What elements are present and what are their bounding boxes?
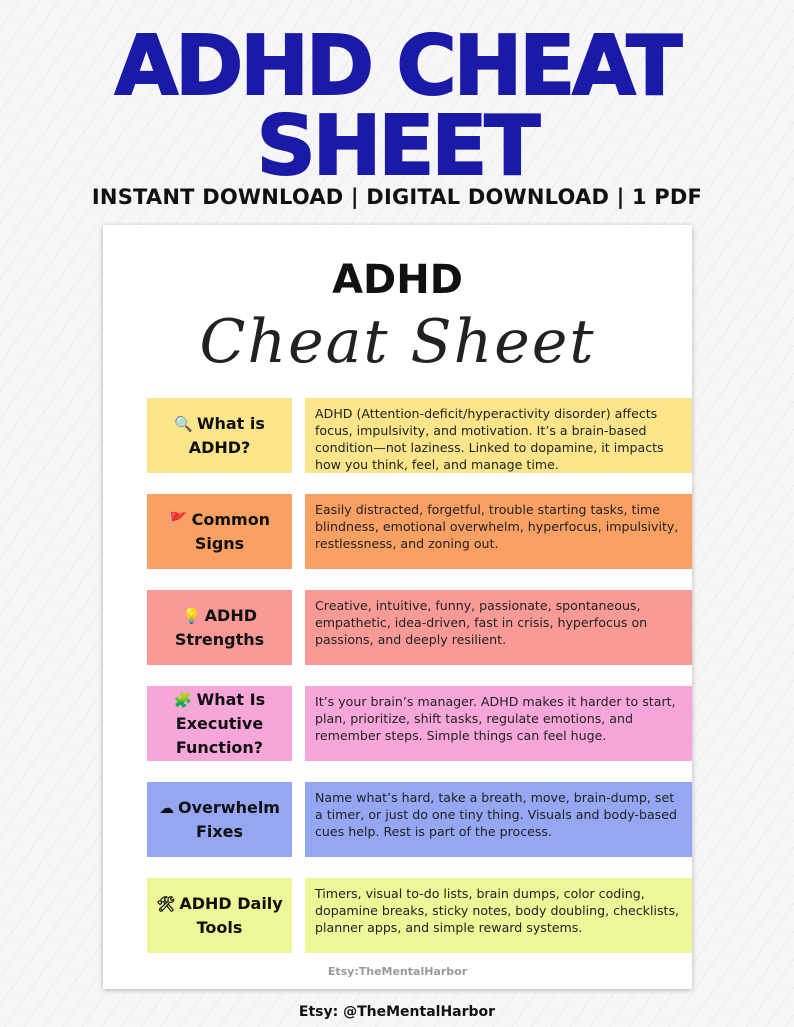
puzzle-piece-icon: 🧩 (173, 690, 193, 709)
magnifying-glass-icon: 🔍 (174, 414, 193, 433)
document-script-title: Cheat Sheet (199, 307, 596, 377)
tools-icon: 🛠 (156, 894, 176, 913)
document-title: ADHD (332, 257, 463, 303)
row-description: Name what’s hard, take a breath, move, brain-dump, set a timer, or just do one tiny thing. Visuals and body-based cues help. Rest is part of the process. (305, 782, 692, 857)
row-description: Timers, visual to-do lists, brain dumps, color coding, dopamine breaks, sticky notes, body doubling, checklists, planner apps, and simple reward systems. (305, 878, 692, 953)
row-label-content (153, 688, 286, 760)
row-label-text: ADHD Strengths (174, 605, 265, 649)
row-description: It’s your brain’s manager. ADHD makes it harder to start, plan, prioritize, shift tasks, regulate emotions, and remember steps. Simple things can feel huge. (305, 686, 692, 761)
row-description: Creative, intuitive, funny, passionate, spontaneous, empathetic, idea-driven, fast in crisis, hyperfocus on passions, and deeply resilient. (305, 590, 692, 665)
row-label-box (147, 494, 292, 569)
page-subtitle: INSTANT DOWNLOAD | DIGITAL DOWNLOAD | 1 PDF (91, 185, 703, 209)
row-label-content (153, 892, 286, 940)
page-title-line2: SHEET (256, 99, 538, 194)
row-label-content (153, 412, 286, 460)
row-label-box (147, 590, 292, 665)
page-title-line1: ADHD CHEAT (114, 19, 680, 114)
cheat-sheet-row (147, 398, 692, 473)
cheat-sheet-row (147, 686, 692, 761)
cheat-sheet-row (147, 782, 692, 857)
row-label-content (153, 796, 286, 844)
cheat-sheet-document (103, 225, 692, 989)
row-label-text: Overwhelm Fixes (178, 797, 280, 841)
row-label-text: What is ADHD? (188, 413, 265, 457)
etsy-credit: Etsy: @TheMentalHarbor (298, 1004, 496, 1020)
row-label-content (153, 508, 286, 556)
row-label-box (147, 398, 292, 473)
cheat-sheet-row (147, 494, 692, 569)
row-label-box (147, 878, 292, 953)
red-flag-icon: 🚩 (168, 510, 188, 529)
row-description: Easily distracted, forgetful, trouble starting tasks, time blindness, emotional overwhelm, hyperfocus, impulsivity, restlessness, and zoning out. (305, 494, 692, 569)
row-label-content (153, 604, 286, 652)
row-description: ADHD (Attention-deficit/hyperactivity disorder) affects focus, impulsivity, and motivation. It’s a brain-based condition—not laziness. Linked to dopamine, it impacts how you think, feel, and manage time. (305, 398, 692, 473)
row-label-text: ADHD Daily Tools (179, 893, 283, 937)
row-label-box (147, 782, 292, 857)
cheat-sheet-row (147, 878, 692, 953)
row-label-text: What Is Executive Function? (175, 689, 266, 757)
cheat-sheet-row (147, 590, 692, 665)
row-label-text: Common Signs (191, 509, 271, 553)
row-label-box (147, 686, 292, 761)
etsy-watermark: Etsy:TheMentalHarbor (327, 965, 468, 978)
lightbulb-icon: 💡 (181, 606, 201, 625)
cloud-icon: ☁ (159, 798, 175, 817)
